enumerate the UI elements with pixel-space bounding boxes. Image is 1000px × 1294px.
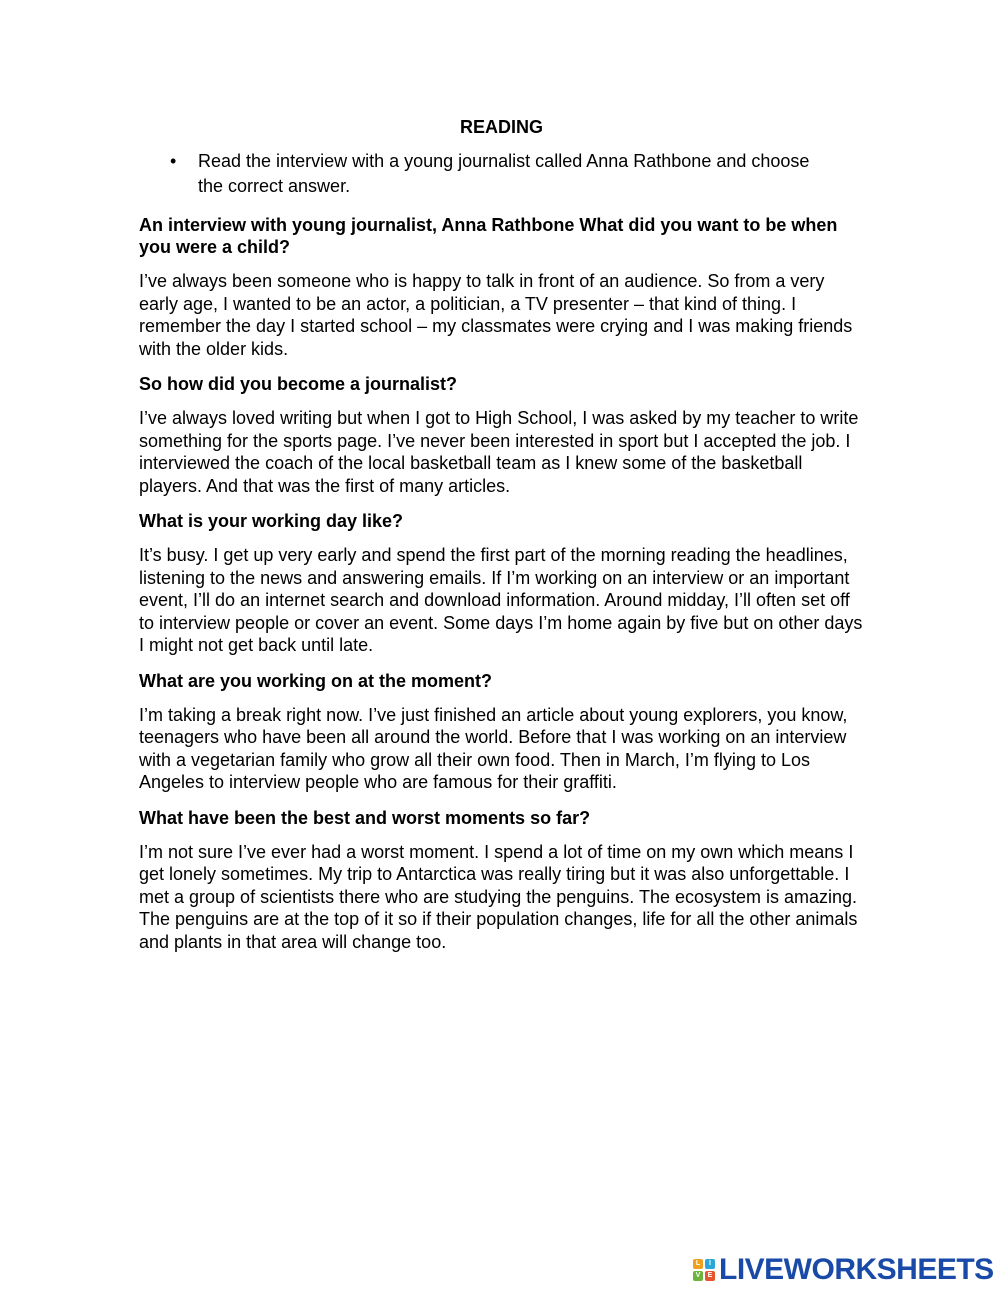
logo-block-i: I <box>705 1259 715 1269</box>
liveworksheets-logo <box>693 1254 994 1286</box>
section-heading: What are you working on at the moment? <box>139 670 493 691</box>
section-paragraph: I’m not sure I’ve ever had a worst moment. I spend a lot of time on my own which means I get lonely sometimes. My trip to Antarctica was really tiring but it was also unforgettable. I met a group of scientists there who are studying the penguins. The ecosystem is amazing. The penguins are at the top of it so if their population changes, life for all the other animals and plants in that area will change too. <box>139 841 858 952</box>
page-title: READING <box>459 117 543 137</box>
logo-block-v: V <box>693 1271 703 1281</box>
section-paragraph: I’ve always been someone who is happy to talk in front of an audience. So from a very early age, I wanted to be an actor, a politician, a TV presenter – that kind of thing. I remember the day I started school – my classmates were crying and I was making friends with the older kids. <box>139 271 853 359</box>
bullet-icon: • <box>170 151 177 171</box>
logo-text: LIVEWORKSHEETS <box>719 1253 994 1286</box>
section-heading: An interview with young journalist, Anna Rathbone What did you want to be when you were a child? <box>139 215 838 257</box>
logo-blocks-icon <box>693 1259 715 1281</box>
section-heading: So how did you become a journalist? <box>139 374 458 394</box>
logo-block-l: L <box>693 1259 703 1269</box>
instruction-item <box>139 149 864 199</box>
section-paragraph: It’s busy. I get up very early and spend the first part of the morning reading the headlines, listening to the news and answering emails. If I’m working on an interview or an important event, I’ll do an internet search and download information. Around midday, I’ll often set off to interview people or cover an event. Some days I’m home again by five but on other days I might not get back until late. <box>139 545 863 655</box>
section-heading: What is your working day like? <box>139 511 404 531</box>
logo-block-e: E <box>705 1271 715 1281</box>
section-paragraph: I’m taking a break right now. I’ve just finished an article about young explorers, you know, teenagers who have been all around the world. Before that I was working on an interview with a vegetarian family who grow all their own food. Then in March, I’m flying to Los Angeles to interview people who are famous for their graffiti. <box>139 704 848 792</box>
instruction-text: Read the interview with a young journalist called Anna Rathbone and choose the correct answer. <box>198 151 810 196</box>
worksheet-page <box>139 115 864 966</box>
section-heading: What have been the best and worst moments so far? <box>139 807 591 828</box>
section-paragraph: I’ve always loved writing but when I got to High School, I was asked by my teacher to write something for the sports page. I’ve never been interested in sport but I accepted the job. I interviewed the coach of the local basketball team as I knew some of the basketball players. And that was the first of many articles. <box>139 408 859 496</box>
